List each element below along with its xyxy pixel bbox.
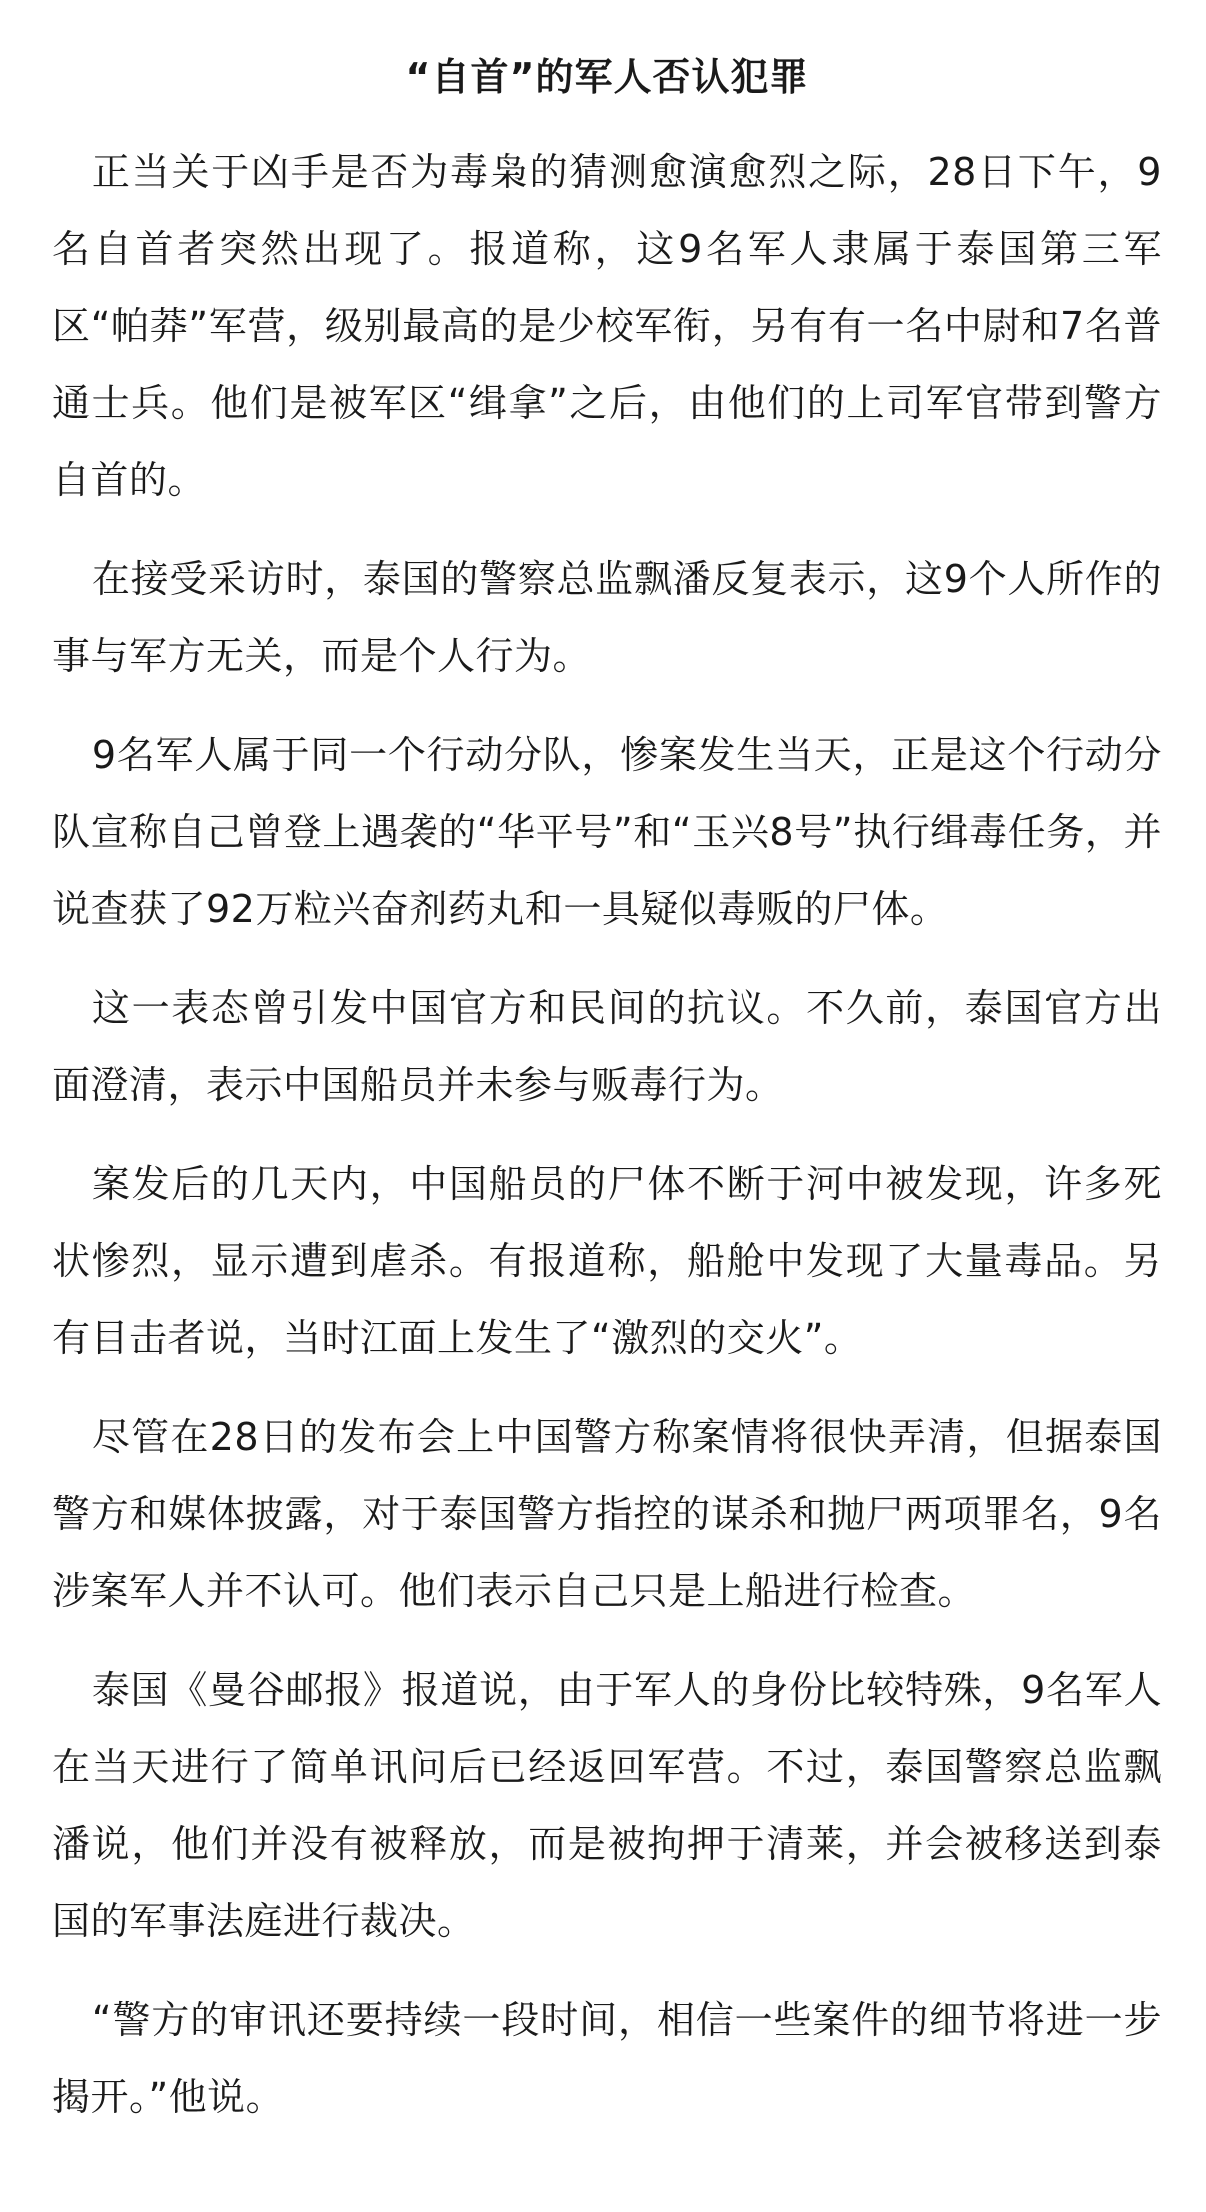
paragraph-8: “警方的审讯还要持续一段时间，相信一些案件的细节将进一步揭开。”他说。 (52, 1998, 1162, 2119)
paragraph-1: 正当关于凶手是否为毒枭的猜测愈演愈烈之际，28日下午，9名自首者突然出现了。报道称，这9名军人隶属于泰国第三军区“帕莽”军营，级别最高的是少校军衔，另有有一名中尉和7名普通士兵。他们是被军区“缉拿”之后，由他们的上司军官带到警方自首的。 (52, 150, 1162, 502)
paragraph-7: 泰国《曼谷邮报》报道说，由于军人的身份比较特殊，9名军人在当天进行了简单讯问后已经返回军营。不过，泰国警察总监飘潘说，他们并没有被释放，而是被拘押于清莱，并会被移送到泰国的军事法庭进行裁决。 (52, 1668, 1162, 1943)
paragraph-2: 在接受采访时，泰国的警察总监飘潘反复表示，这9个人所作的事与军方无关，而是个人行为。 (52, 557, 1162, 678)
paragraph-4: 这一表态曾引发中国官方和民间的抗议。不久前，泰国官方出面澄清，表示中国船员并未参与贩毒行为。 (52, 986, 1162, 1107)
paragraph-3: 9名军人属于同一个行动分队，惨案发生当天，正是这个行动分队宣称自己曾登上遇袭的“华平号”和“玉兴8号”执行缉毒任务，并说查获了92万粒兴奋剂药丸和一具疑似毒贩的尸体。 (52, 733, 1162, 931)
paragraph-5: 案发后的几天内，中国船员的尸体不断于河中被发现，许多死状惨烈，显示遭到虐杀。有报道称，船舱中发现了大量毒品。另有目击者说，当时江面上发生了“激烈的交火”。 (52, 1162, 1162, 1360)
article-title: “自首”的军人否认犯罪 (405, 55, 809, 99)
paragraph-6: 尽管在28日的发布会上中国警方称案情将很快弄清，但据泰国警方和媒体披露，对于泰国警方指控的谋杀和抛尸两项罪名，9名涉案军人并不认可。他们表示自己只是上船进行检查。 (52, 1415, 1162, 1613)
